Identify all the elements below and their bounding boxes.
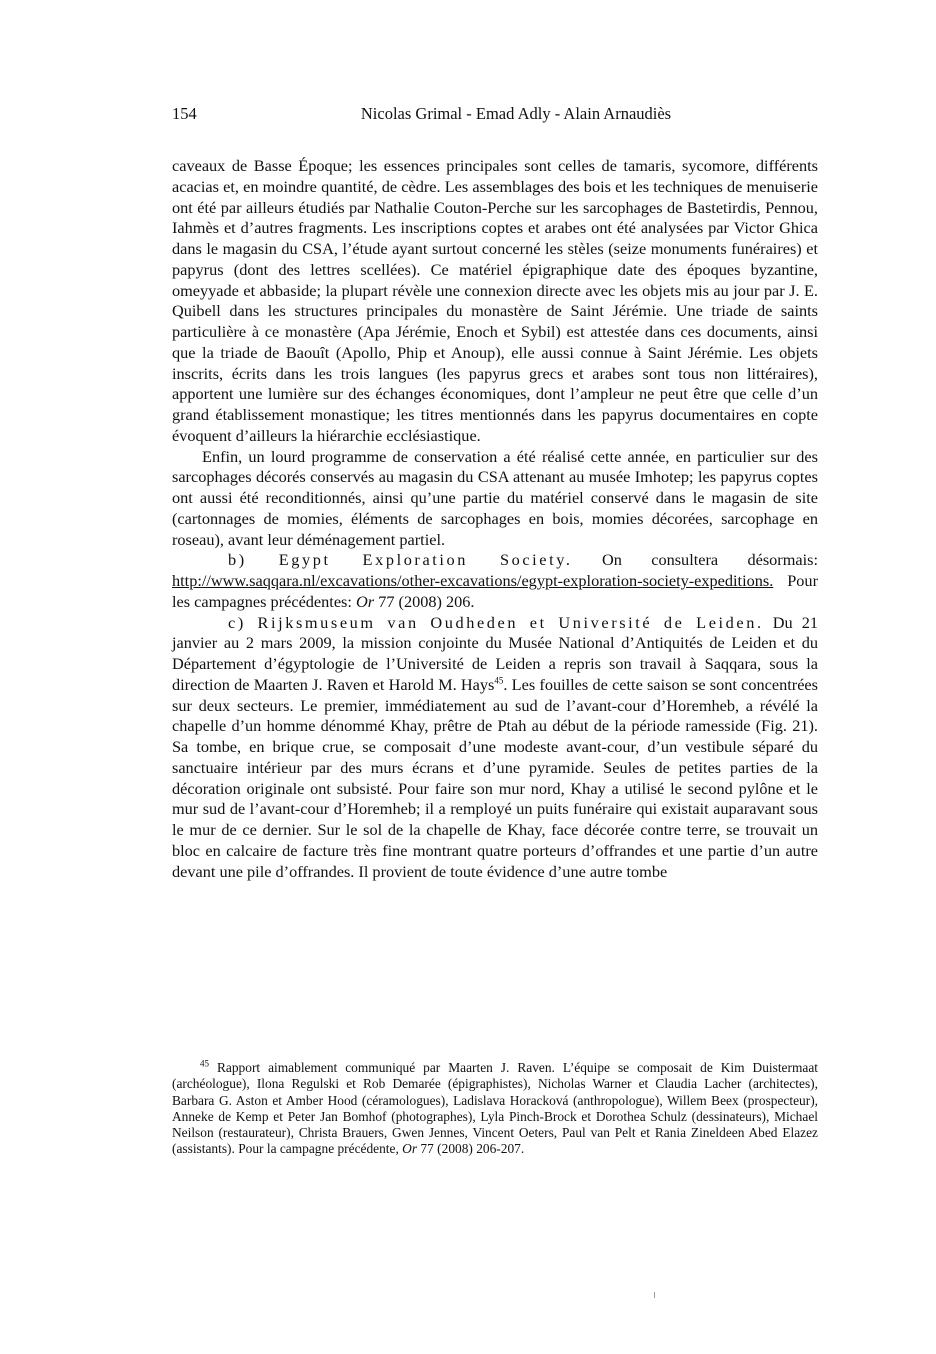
footnote-ref-45[interactable]: 45 [494,675,504,686]
section-b-journal: Or [356,591,375,611]
section-b [172,550,818,612]
footnote-45 [172,1060,818,1158]
footnote-ref: 77 (2008) 206-207. [420,1141,525,1157]
page-number: 154 [172,104,197,123]
running-head: Nicolas Grimal - Emad Adly - Alain Arnaudiès [360,104,672,123]
footnote-number: 45 [200,1058,209,1069]
paragraph-2: Enfin, un lourd programme de conservation a été réalisé cette année, en particulier sur des sarcophages décorés conservés au magasin du CSA attenant au musée Imhotep; les papyrus coptes ont aussi été reconditionnés, ainsi qu’une partie du matériel conservé dans le magasin de site (cartonnages de momies, éléments de sarcophages en bois, momies décorées, sarcophage en roseau), avant leur déménagement partiel. [172,446,818,549]
body-text [172,156,818,882]
section-b-text: On consultera désormais: [601,550,819,570]
section-b-previous: Pour les campagnes précédentes: [172,571,818,611]
scan-mark [654,1292,655,1298]
page-header [172,104,820,128]
section-c-text-1: Du 21 janvier au 2 mars 2009, la mission conjointe du Musée National d’Antiquités de Leiden et du Département d’égyptologie de l’Université de Leiden a repris son travail à Saqqara, sous la direction de Maarten J. Raven et Harold M. Hays [172,612,818,694]
footnote-journal: Or [402,1141,418,1157]
section-b-ref: 77 (2008) 206. [378,591,475,611]
section-b-heading: b) Egypt Exploration Society. [228,550,573,570]
paragraph-1: caveaux de Basse Époque; les essences principales sont celles de tamaris, sycomore, différents acacias et, en moindre quantité, de cèdre. Les assemblages des bois et les techniques de menuiserie ont été par ailleurs étudiés par Nathalie Couton-Perche sur les sarcophages de Bastetirdis, Pennou, Iahmès et d’autres fragments. Les inscriptions coptes et arabes ont été analysées par Victor Ghica dans le magasin du CSA, l’étude ayant surtout concerné les stèles (seize monuments funéraires) et papyrus (dont des lettres scellées). Ce matériel épigraphique date des époques byzantine, omeyyade et abbaside; la plupart révèle une connexion directe avec les objets mis au jour par J. E. Quibell dans les structures principales du monastère de Saint Jérémie. Une triade de saints particulière à ce monastère (Apa Jérémie, Enoch et Sybil) est attestée dans ces documents, ainsi que la triade de Baouît (Apollo, Phip et Anoup), elle aussi connue à Saint Jérémie. Les objets inscrits, écrits dans les trois langues (les papyrus grecs et arabes sont tous non littéraires), apportent une lumière sur des échanges économiques, dont l’ampleur ne peut être que celle d’un grand établissement monastique; les titres mentionnés dans les papyrus documentaires en copte évoquent d’ailleurs la hiérarchie ecclésiastique. [172,156,818,445]
footnote-text: Rapport aimablement communiqué par Maarten J. Raven. L’équipe se composait de Kim Duistermaat (archéologue), Ilona Regulski et Rob Demarée (épigraphistes), Nicholas Warner et Claudia Lacher (architectes), Barbara G. Aston et Amber Hood (céramologues), Ladislava Horacková (anthropologue), Willem Beex (prospecteur), Anneke de Kemp et Peter Jan Bomhof (photographes), Lyla Pinch-Brock et Dorothea Schulz (dessinateurs), Michael Neilson (restaurateur), Christa Brauers, Gwen Jennes, Vincent Oeters, Paul van Pelt et Rania Zineldeen Abed Elazez (assistants). Pour la campagne précédente, [172,1060,818,1157]
section-c-heading: c) Rijksmuseum van Oudheden et Université de Leiden. [228,612,764,632]
section-c [172,613,818,883]
ees-link[interactable]: http://www.saqqara.nl/excavations/other-excavations/egypt-exploration-society-expeditions. [172,571,774,590]
section-c-text-2: . Les fouilles de cette saison se sont concentrées sur deux secteurs. Le premier, immédiatement au sud de l’avant-cour d’Horemheb, a révélé la chapelle d’un homme dénommé Khay, prêtre de Ptah au début de la période ramesside (Fig. 21). Sa tombe, en brique crue, se composait d’une modeste avant-cour, d’un vestibule séparé du sanctuaire intérieur par des murs écrans et d’une pyramide. Seules de petites parties de la décoration originale ont subsisté. Pour faire son mur nord, Khay a utilisé le second pylône et le mur sud de l’avant-cour d’Horemheb; il a remployé un puits funéraire qui existait auparavant sous le mur de ce dernier. Sur le sol de la chapelle de Khay, face décorée contre terre, se trouvait un bloc en calcaire de facture très fine montrant quatre porteurs d’offrandes et une partie d’un autre devant une pile d’offrandes. Il provient de toute évidence d’une autre tombe [172,674,818,881]
